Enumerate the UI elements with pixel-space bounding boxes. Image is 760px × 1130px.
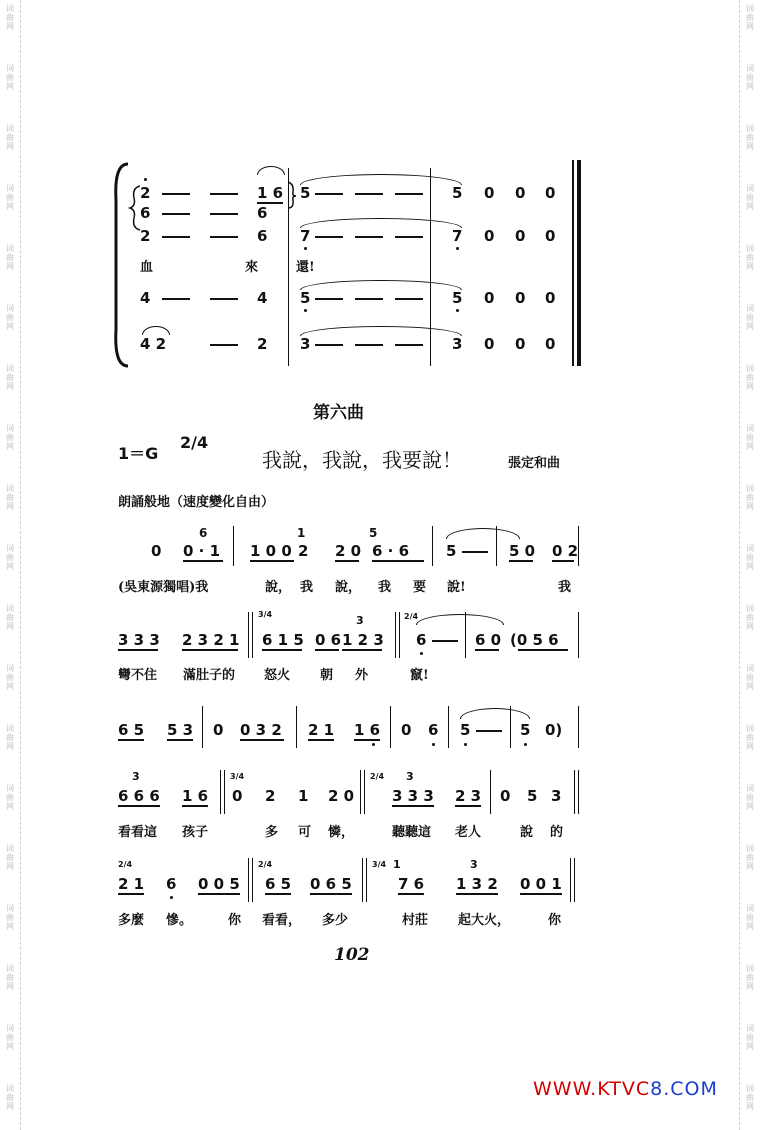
page-number: 102: [334, 945, 370, 965]
octave-dot: [144, 178, 147, 181]
underline: [262, 649, 302, 651]
dash: [162, 236, 190, 238]
underline: [118, 893, 144, 895]
octave-dot-low: [372, 743, 375, 746]
octave-dot-low: [304, 309, 307, 312]
barline: [202, 706, 203, 748]
barline: [390, 706, 391, 748]
dash: [395, 236, 423, 238]
note: 0: [545, 184, 556, 202]
watermark-text: 词 曲 网: [746, 244, 754, 271]
watermark-text: 词 曲 网: [6, 1084, 14, 1111]
watermark-text: 词 曲 网: [746, 1024, 754, 1051]
triplet-mark: 3: [406, 770, 414, 783]
dash: [210, 213, 238, 215]
note: 0: [545, 289, 556, 307]
underline: [198, 893, 240, 895]
time-signature-change: 2/4: [118, 860, 133, 869]
time-signature-change: 3/4: [230, 772, 245, 781]
watermark-text: 词 曲 网: [746, 364, 754, 391]
watermark-text: 词 曲 网: [6, 484, 14, 511]
note: 3: [452, 335, 463, 353]
note: 5: [520, 721, 531, 739]
watermark-text: 词 曲 网: [6, 724, 14, 751]
lyric: 你: [548, 913, 562, 928]
watermark-text: 词 曲 网: [6, 64, 14, 91]
url-prefix: WWW.: [533, 1078, 598, 1100]
note: 7 6: [398, 875, 425, 893]
note: 0 · 1: [183, 542, 221, 560]
note: 2 1: [118, 875, 145, 893]
watermark-text: 词 曲 网: [746, 904, 754, 931]
octave-dot-low: [464, 743, 467, 746]
barline: [465, 612, 466, 658]
note: 0: [484, 227, 495, 245]
lyric: 彎不住: [118, 668, 158, 683]
watermark-text: 词 曲 网: [6, 244, 14, 271]
underline: [308, 739, 334, 741]
url-digit: 8: [650, 1078, 664, 1100]
watermark-text: 词 曲 网: [6, 304, 14, 331]
note: 3: [551, 787, 562, 805]
watermark-text: 词 曲 网: [6, 4, 14, 31]
grace-note: 6: [199, 526, 208, 540]
octave-dot-low: [304, 247, 307, 250]
dash: [395, 344, 423, 346]
composer: 張定和曲: [508, 456, 561, 471]
lyric: 看看，: [262, 913, 302, 928]
note: 6: [257, 204, 268, 222]
lyric: 說: [520, 825, 534, 840]
lyric: 說，: [335, 580, 362, 595]
tie: [300, 326, 462, 336]
barline: [296, 706, 297, 748]
barline: [490, 770, 491, 814]
note: 5: [300, 289, 311, 307]
barline: [574, 858, 575, 902]
note: 3 3 3: [118, 631, 160, 649]
note: 5: [527, 787, 538, 805]
octave-dot-low: [432, 743, 435, 746]
underline: [167, 739, 193, 741]
underline: [354, 739, 380, 741]
barline: [432, 526, 433, 566]
watermark-text: 词 曲 网: [6, 964, 14, 991]
dash: [395, 298, 423, 300]
key-signature: 1＝G: [118, 444, 159, 463]
underline: [315, 649, 339, 651]
watermark-text: 词 曲 网: [6, 904, 14, 931]
note: 0: [484, 335, 495, 353]
lyric: 朝: [320, 668, 334, 683]
note: 5: [452, 289, 463, 307]
lyric: 老人: [455, 825, 482, 840]
note: 7: [300, 227, 311, 245]
watermark-text: 词 曲 网: [6, 604, 14, 631]
octave-dot-low: [524, 743, 527, 746]
note: 1 6: [354, 721, 381, 739]
note: 2 3: [455, 787, 482, 805]
note: 0: [484, 289, 495, 307]
underline: [118, 649, 158, 651]
note: 1: [298, 787, 309, 805]
time-signature-change: 2/4: [404, 612, 419, 621]
note: 1 0 0: [250, 542, 292, 560]
note: 3: [300, 335, 311, 353]
watermark-text: 词 曲 网: [746, 1084, 754, 1111]
triplet-mark: 3: [356, 614, 364, 627]
lyric: 起大火，: [458, 913, 511, 928]
tempo-marking: 朗誦般地（速度變化自由）: [118, 495, 275, 510]
watermark-text: 词 曲 网: [746, 604, 754, 631]
underline: [398, 893, 424, 895]
watermark-text: 词 曲 网: [746, 964, 754, 991]
underline: [518, 649, 568, 651]
lyric: 滿肚子的: [183, 668, 236, 683]
barline: [252, 612, 253, 658]
lyric: 還!: [296, 260, 315, 275]
dash: [210, 193, 238, 195]
note: 5: [452, 184, 463, 202]
lyric: 竄!: [410, 668, 429, 683]
note: 3 3 3: [392, 787, 434, 805]
underline: [455, 805, 481, 807]
lyric: 怒火: [264, 668, 291, 683]
lyric: 說，: [265, 580, 292, 595]
lyric: 我: [300, 580, 314, 595]
lyric: 我: [558, 580, 572, 595]
note: 0: [515, 227, 526, 245]
underline: [265, 893, 291, 895]
brace-right: [286, 180, 298, 210]
note: 0: [515, 289, 526, 307]
dash: [162, 298, 190, 300]
note: 4 2: [140, 335, 167, 353]
note: 6 1 5: [262, 631, 304, 649]
lyric: 慘。: [166, 913, 193, 928]
final-barline-thin: [572, 160, 574, 366]
tie: [416, 614, 504, 625]
note: 6 0: [475, 631, 502, 649]
watermark-text: 词 曲 网: [746, 784, 754, 811]
underline: [183, 560, 223, 562]
dash: [432, 640, 458, 642]
note: 6 6 6: [118, 787, 160, 805]
triplet-mark: 3: [132, 770, 140, 783]
grace-note: 5: [369, 526, 378, 540]
note: 6: [166, 875, 177, 893]
note: 6 5: [118, 721, 145, 739]
lyric: (吳東源獨唱)我: [118, 580, 209, 595]
note: 4: [257, 289, 268, 307]
note: 4: [140, 289, 151, 307]
triplet-mark: 3: [470, 858, 478, 871]
note: 6: [428, 721, 439, 739]
grace-note: 1: [297, 526, 306, 540]
note: 2: [140, 227, 151, 245]
watermark-text: 词 曲 网: [6, 664, 14, 691]
watermark-text: 词 曲 网: [6, 124, 14, 151]
tie: [300, 280, 462, 290]
tie: [300, 218, 462, 228]
note: 2: [257, 335, 268, 353]
song-title: 我說，我說，我要說！: [262, 448, 462, 472]
lyric: 多: [265, 825, 279, 840]
note: 2: [298, 542, 309, 560]
tie: [300, 174, 462, 185]
note: 0 0 5: [198, 875, 240, 893]
url-suffix: .COM: [663, 1078, 718, 1100]
dash: [210, 298, 238, 300]
left-watermark-column: [0, 0, 21, 1130]
barline: [399, 612, 400, 658]
note: 1 3 2: [456, 875, 498, 893]
barline: [233, 526, 234, 566]
lyric: 憐，: [328, 825, 355, 840]
note: 2: [140, 184, 151, 202]
dash: [355, 193, 383, 195]
watermark-text: 词 曲 网: [746, 64, 754, 91]
watermark-text: 词 曲 网: [6, 544, 14, 571]
note: 1 2 3: [342, 631, 384, 649]
barline: [578, 706, 579, 748]
octave-dot-low: [456, 247, 459, 250]
note: 2 3 2 1: [182, 631, 240, 649]
barline: [570, 858, 571, 902]
note: 6 5: [265, 875, 292, 893]
underline: [240, 739, 284, 741]
octave-dot-low: [170, 896, 173, 899]
watermark-text: 词 曲 网: [746, 184, 754, 211]
note: 0: [213, 721, 224, 739]
watermark-text: 词 曲 网: [6, 424, 14, 451]
watermark-text: 词 曲 网: [746, 424, 754, 451]
lyric: 多麼: [118, 913, 145, 928]
lyric: 來: [245, 260, 259, 275]
note: 5 0: [509, 542, 536, 560]
dash: [355, 236, 383, 238]
watermark-text: 词 曲 网: [746, 544, 754, 571]
note: 6: [140, 204, 151, 222]
dash: [315, 298, 343, 300]
underline: [118, 805, 160, 807]
barline: [224, 770, 225, 814]
note: 0: [151, 542, 162, 560]
system-bracket: [110, 160, 140, 370]
dash: [315, 236, 343, 238]
note: 2 0: [328, 787, 355, 805]
lyric: 聽聽這: [392, 825, 432, 840]
watermark-text: 词 曲 网: [6, 184, 14, 211]
note: 0: [515, 335, 526, 353]
lyric: 的: [550, 825, 564, 840]
barline: [578, 770, 579, 814]
barline: [510, 706, 511, 748]
note: (0 5 6: [510, 631, 559, 649]
dash: [210, 344, 238, 346]
watermark-text: 词 曲 网: [746, 664, 754, 691]
lyric: 說!: [447, 580, 466, 595]
dash: [462, 551, 488, 553]
note: 0): [545, 721, 563, 739]
underline: [310, 893, 352, 895]
note: 2 1: [308, 721, 335, 739]
barline: [364, 770, 365, 814]
note: 0: [545, 335, 556, 353]
underline: [509, 560, 533, 562]
note: 1 6: [182, 787, 209, 805]
watermark-text: 词 曲 网: [6, 844, 14, 871]
watermark-text: 词 曲 网: [6, 364, 14, 391]
note: 0: [545, 227, 556, 245]
watermark-text: 词 曲 网: [746, 844, 754, 871]
note: 0 2: [552, 542, 579, 560]
dash: [476, 730, 502, 732]
note: 5 3: [167, 721, 194, 739]
lyric: 你: [228, 913, 242, 928]
barline: [248, 612, 249, 658]
watermark-text: 词 曲 网: [746, 304, 754, 331]
note: 0: [515, 184, 526, 202]
lyric: 村莊: [402, 913, 429, 928]
barline: [366, 858, 367, 902]
lyric: 我: [378, 580, 392, 595]
slur: [142, 326, 170, 335]
underline: [182, 805, 208, 807]
barline: [496, 526, 497, 566]
octave-dot-low: [420, 652, 423, 655]
barline: [448, 706, 449, 748]
octave-dot-low: [456, 309, 459, 312]
underline: [552, 560, 574, 562]
note: 0 3 2: [240, 721, 282, 739]
underline: [335, 560, 359, 562]
lyric: 看看這: [118, 825, 158, 840]
watermark-text: 词 曲 网: [746, 124, 754, 151]
note: 7: [452, 227, 463, 245]
time-signature-change: 2/4: [370, 772, 385, 781]
note: 0: [232, 787, 243, 805]
lyric: 外: [355, 668, 369, 683]
note: 1 6: [257, 184, 284, 202]
lyric: 要: [413, 580, 427, 595]
dash: [355, 344, 383, 346]
lyric: 血: [140, 260, 154, 275]
note: 5: [460, 721, 471, 739]
watermark-text: 词 曲 网: [6, 784, 14, 811]
note: 5: [446, 542, 457, 560]
underline: [182, 649, 238, 651]
watermark-text: 词 曲 网: [746, 484, 754, 511]
underline: [118, 739, 144, 741]
dash: [210, 236, 238, 238]
lyric: 孩子: [182, 825, 209, 840]
note: 0: [484, 184, 495, 202]
time-signature-change: 3/4: [372, 860, 387, 869]
watermark-text: 词 曲 网: [746, 4, 754, 31]
time-signature-change: 2/4: [258, 860, 273, 869]
final-barline-thick: [577, 160, 581, 366]
barline: [248, 858, 249, 902]
note: 6: [257, 227, 268, 245]
barline: [220, 770, 221, 814]
note: 6: [416, 631, 427, 649]
barline: [574, 770, 575, 814]
note: 0 0 1: [520, 875, 562, 893]
right-watermark-column: [739, 0, 760, 1130]
lyric: 多少: [322, 913, 349, 928]
note: 2 0: [335, 542, 362, 560]
dash: [162, 213, 190, 215]
barline: [578, 612, 579, 658]
section-title: 第六曲: [313, 403, 364, 423]
dash: [315, 344, 343, 346]
time-signature: 2/4: [180, 433, 209, 452]
note: 5: [300, 184, 311, 202]
underline: [456, 893, 498, 895]
lyric: 可: [298, 825, 312, 840]
note: 2: [265, 787, 276, 805]
tie: [446, 528, 520, 539]
dash: [315, 193, 343, 195]
underline: [342, 649, 382, 651]
underline: [372, 560, 424, 562]
watermark-text: 词 曲 网: [746, 724, 754, 751]
dash: [355, 298, 383, 300]
underline: [520, 893, 562, 895]
barline: [430, 168, 431, 366]
dash: [395, 193, 423, 195]
underline: [475, 649, 499, 651]
underline: [392, 805, 434, 807]
grace-note: 1: [393, 858, 401, 871]
time-signature-change: 3/4: [258, 610, 273, 619]
note: 0 6 5: [310, 875, 352, 893]
note: 0: [401, 721, 412, 739]
barline: [395, 612, 396, 658]
barline: [360, 770, 361, 814]
barline: [578, 526, 579, 566]
note: 0: [500, 787, 511, 805]
url-domain: KTVC: [597, 1078, 651, 1100]
underline: [250, 560, 294, 562]
tie: [460, 708, 530, 719]
barline: [252, 858, 253, 902]
barline: [362, 858, 363, 902]
note: 6 · 6: [372, 542, 410, 560]
site-url[interactable]: [533, 1078, 718, 1100]
slur: [257, 166, 285, 175]
watermark-text: 词 曲 网: [6, 1024, 14, 1051]
note: 0 6: [315, 631, 342, 649]
dash: [162, 193, 190, 195]
